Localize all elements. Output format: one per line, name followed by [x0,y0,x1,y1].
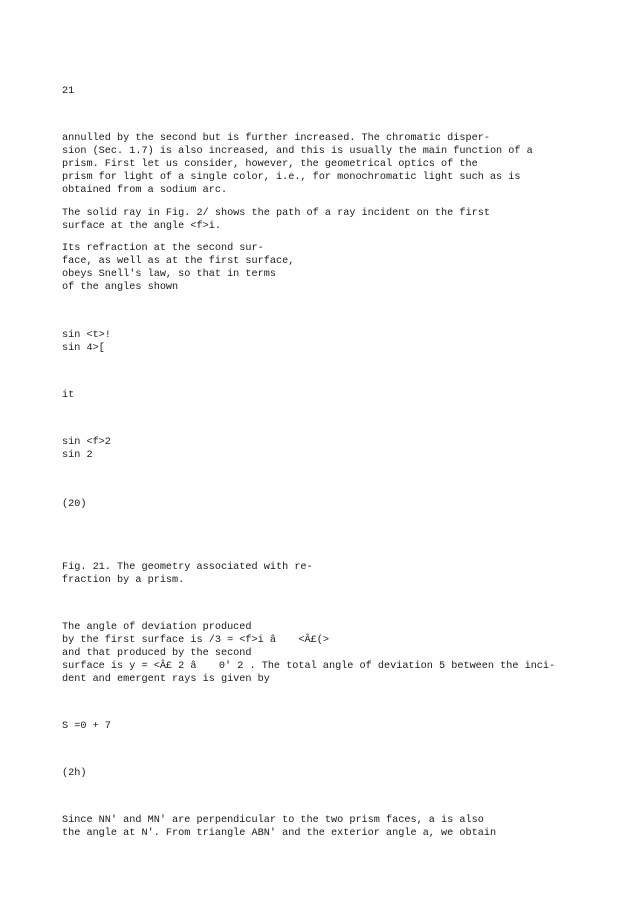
text-line: of the angles shown [62,282,179,293]
caption-line: fraction by a prism. [62,575,185,586]
text-line: face, as well as at the first surface, [62,256,295,267]
text-line: and that produced by the second [62,648,252,659]
equation-number: (20) [62,499,87,510]
text-line: Its refraction at the second sur- [62,243,264,254]
text-line: Since NN' and MN' are perpendicular to the two prism faces, a is also [62,815,484,826]
text-line: sion (Sec. 1.7) is also increased, and this is usually the main function of a [62,146,533,157]
text-line: dent and emergent rays is given by [62,674,270,685]
text-line: by the first surface is /3 = <f>i â <Â£(> [62,635,329,646]
text-line: surface is y = <Â£ 2 â 0' 2 . The total angle of deviation 5 between the inci- [62,661,556,672]
text-line: prism. First let us consider, however, the geometrical optics of the [62,159,478,170]
equation-total-deviation: S =0 + 7 [62,721,111,732]
text-line: The angle of deviation produced [62,622,252,633]
text-line: obeys Snell's law, so that in terms [62,269,276,280]
equation-line: sin <f>2 [62,437,111,448]
equation-line: sin <t>! [62,330,111,341]
text-line: annulled by the second but is further increased. The chromatic disper- [62,133,490,144]
page-number: 21 [62,86,75,97]
equation-fragment: it [62,390,75,401]
equation-number: (2h) [62,768,87,779]
text-line: prism for light of a single color, i.e., for monochromatic light such as is [62,172,521,183]
text-line: surface at the angle <f>i. [62,221,221,232]
equation-line: sin 2 [62,450,93,461]
text-line: the angle at N'. From triangle ABN' and the exterior angle a, we obtain [62,828,497,839]
caption-line: Fig. 21. The geometry associated with re- [62,562,313,573]
text-line: The solid ray in Fig. 2/ shows the path of a ray incident on the first [62,208,490,219]
equation-line: sin 4>[ [62,343,105,354]
text-line: obtained from a sodium arc. [62,185,228,196]
